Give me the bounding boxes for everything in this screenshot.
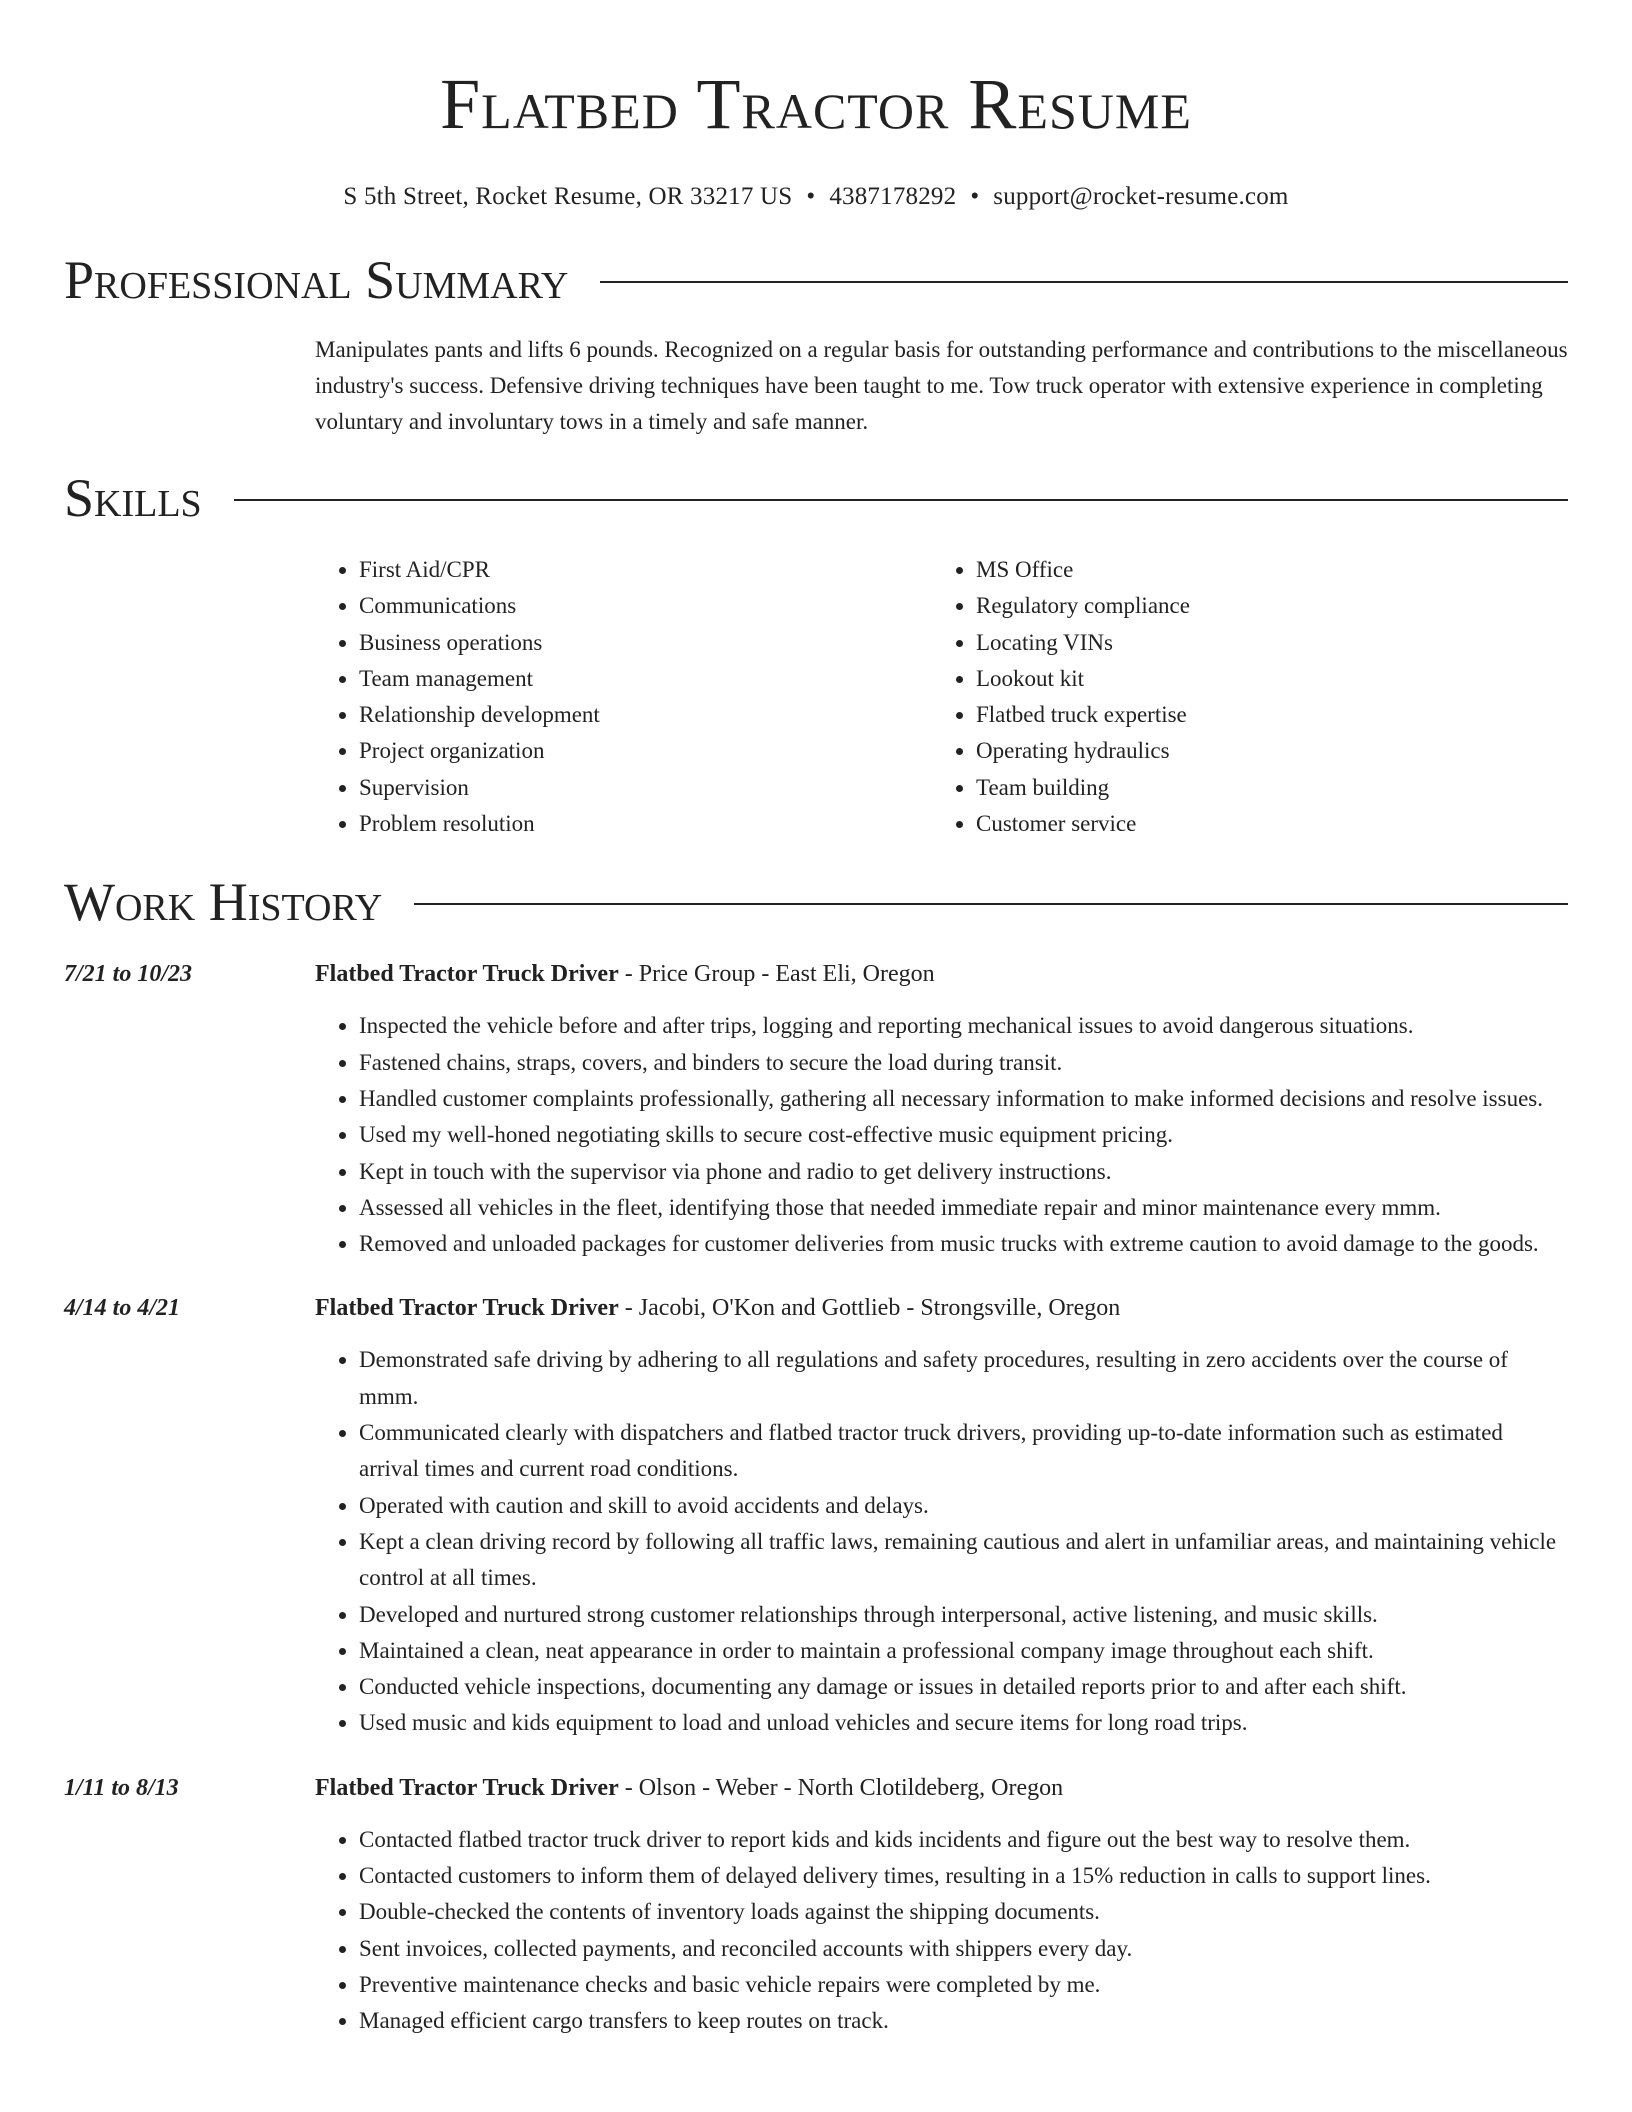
job-bullet: • Communicated clearly with dispatchers and flatbed tractor truck drivers, providing up-to-date information such as estimated arrival times and current road conditions. — [359, 1415, 1568, 1488]
job-bullet: • Developed and nurtured strong customer relationships through interpersonal, active listening, and music skills. — [359, 1597, 1568, 1633]
job-company: - Jacobi, O'Kon and Gottlieb - Strongsville, Oregon — [618, 1295, 1121, 1322]
skill-item: • Regulatory compliance — [976, 588, 1549, 624]
job-bullets — [315, 1008, 1568, 1262]
job-role: Flatbed Tractor Truck Driver — [315, 961, 619, 988]
job-bullet: • Maintained a clean, neat appearance in order to maintain a professional company image throughout each shift. — [359, 1633, 1568, 1669]
contact-separator: • — [970, 183, 980, 210]
skill-item: • Problem resolution — [359, 806, 932, 842]
skill-item: • MS Office — [976, 552, 1549, 588]
job-heading — [315, 956, 1568, 992]
job-bullets — [315, 1822, 1568, 2040]
skills-column-right — [932, 552, 1549, 842]
skill-item: • Relationship development — [359, 697, 932, 733]
job-role: Flatbed Tractor Truck Driver — [315, 1774, 619, 1801]
contact-address: S 5th Street, Rocket Resume, OR 33217 US — [343, 183, 793, 210]
job-bullet: • Managed efficient cargo transfers to keep routes on track. — [359, 2003, 1568, 2039]
job-entry — [64, 1290, 1568, 1741]
job-entry — [64, 1770, 1568, 2040]
resume-name: Flatbed Tractor Resume — [440, 64, 1192, 144]
contact-line — [64, 180, 1568, 214]
skill-item: • Flatbed truck expertise — [976, 697, 1549, 733]
job-bullet: • Double-checked the contents of inventory loads against the shipping documents. — [359, 1894, 1568, 1930]
job-bullet: • Demonstrated safe driving by adhering to all regulations and safety procedures, resulting in zero accidents over the course of mmm. — [359, 1342, 1568, 1415]
job-heading — [315, 1770, 1568, 1806]
skill-item: • Team management — [359, 661, 932, 697]
job-body — [315, 1770, 1568, 2040]
job-role: Flatbed Tractor Truck Driver — [315, 1295, 619, 1322]
job-bullet: • Used my well-honed negotiating skills to secure cost-effective music equipment pricing. — [359, 1117, 1568, 1153]
skill-item: • Team building — [976, 770, 1549, 806]
work-section-header — [64, 870, 1568, 934]
job-dates: 7/21 to 10/23 — [64, 961, 193, 988]
contact-email: support@rocket-resume.com — [993, 183, 1289, 210]
section-divider — [414, 903, 1568, 905]
skill-item: • Supervision — [359, 770, 932, 806]
job-dates: 4/14 to 4/21 — [64, 1295, 181, 1322]
job-company: - Price Group - East Eli, Oregon — [618, 961, 935, 988]
job-bullet: • Used music and kids equipment to load and unload vehicles and secure items for long road trips. — [359, 1705, 1568, 1741]
job-bullet: • Fastened chains, straps, covers, and binders to secure the load during transit. — [359, 1045, 1568, 1081]
job-bullet: • Inspected the vehicle before and after trips, logging and reporting mechanical issues to avoid dangerous situations. — [359, 1008, 1568, 1044]
skill-item: • Project organization — [359, 733, 932, 769]
skills-list — [315, 552, 1568, 842]
job-heading — [315, 1290, 1568, 1326]
contact-phone: 4387178292 — [829, 183, 957, 210]
work-history-list — [64, 956, 1568, 2039]
skill-item: • First Aid/CPR — [359, 552, 932, 588]
skills-section-header — [64, 466, 1568, 530]
skill-item: • Communications — [359, 588, 932, 624]
job-bullet: • Assessed all vehicles in the fleet, identifying those that needed immediate repair and minor maintenance every mmm. — [359, 1190, 1568, 1226]
summary-section-header — [64, 248, 1568, 312]
job-bullet: • Handled customer complaints professionally, gathering all necessary information to make informed decisions and resolve issues. — [359, 1081, 1568, 1117]
skill-item: • Business operations — [359, 625, 932, 661]
skills-column-left — [315, 552, 932, 842]
job-body — [315, 1290, 1568, 1741]
job-company: - Olson - Weber - North Clotildeberg, Oregon — [618, 1774, 1064, 1801]
skill-item: • Locating VINs — [976, 625, 1549, 661]
section-title-summary: Professional Summary — [64, 250, 569, 310]
job-bullet: • Preventive maintenance checks and basic vehicle repairs were completed by me. — [359, 1967, 1568, 2003]
job-bullet: • Sent invoices, collected payments, and reconciled accounts with shippers every day. — [359, 1931, 1568, 1967]
job-bullet: • Conducted vehicle inspections, documenting any damage or issues in detailed reports prior to and after each shift. — [359, 1669, 1568, 1705]
job-entry — [64, 956, 1568, 1262]
job-bullet: • Operated with caution and skill to avoid accidents and delays. — [359, 1488, 1568, 1524]
section-divider — [234, 499, 1568, 501]
skill-item: • Lookout kit — [976, 661, 1549, 697]
job-bullet: • Removed and unloaded packages for customer deliveries from music trucks with extreme caution to avoid damage to the goods. — [359, 1226, 1568, 1262]
summary-text: Manipulates pants and lifts 6 pounds. Recognized on a regular basis for outstanding performance and contributions to the miscellaneous industry's success. Defensive driving techniques have been taught to me. Tow truck operator with extensive experience in completing voluntary and involuntary tows in a timely and safe manner. — [315, 337, 1568, 434]
job-bullets — [315, 1342, 1568, 1741]
job-bullet: • Kept in touch with the supervisor via phone and radio to get delivery instructions. — [359, 1154, 1568, 1190]
job-bullet: • Contacted customers to inform them of delayed delivery times, resulting in a 15% reduction in calls to support lines. — [359, 1858, 1568, 1894]
contact-separator: • — [806, 183, 816, 210]
section-title-skills: Skills — [64, 468, 202, 528]
skill-item: • Operating hydraulics — [976, 733, 1549, 769]
job-bullet: • Contacted flatbed tractor truck driver to report kids and kids incidents and figure out the best way to resolve them. — [359, 1822, 1568, 1858]
section-title-work: Work History — [64, 872, 383, 933]
job-dates: 1/11 to 8/13 — [64, 1774, 179, 1801]
job-body — [315, 956, 1568, 1262]
section-divider — [600, 281, 1568, 283]
skill-item: • Customer service — [976, 806, 1549, 842]
job-bullet: • Kept a clean driving record by following all traffic laws, remaining cautious and alert in unfamiliar areas, and maintaining vehicle control at all times. — [359, 1524, 1568, 1597]
